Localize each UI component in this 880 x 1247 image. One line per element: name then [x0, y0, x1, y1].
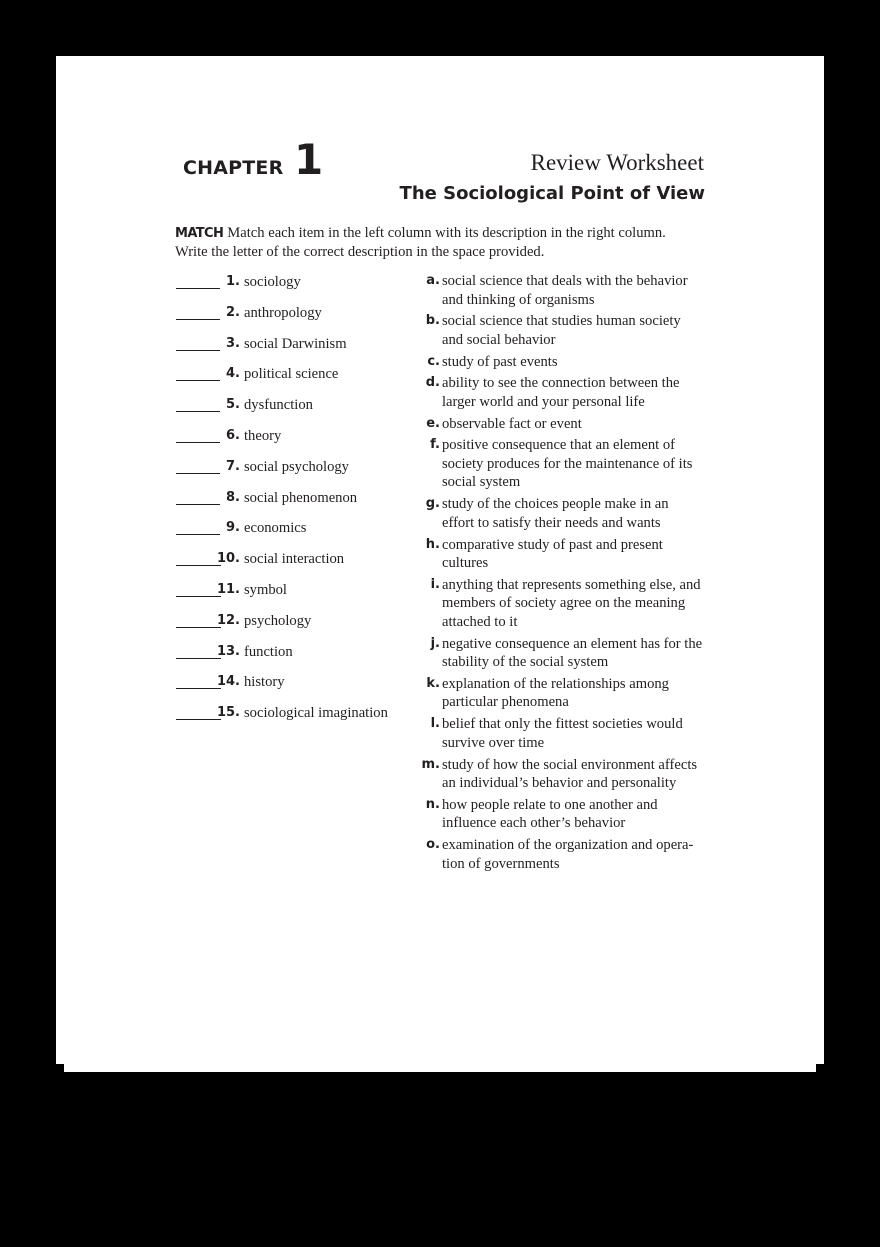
description-line: examination of the organization and opera- [442, 837, 694, 854]
description-item [418, 272, 718, 309]
answer-blank[interactable] [176, 473, 220, 474]
description-text [442, 272, 710, 309]
term-number: 13. [216, 643, 240, 659]
description-line: larger world and your personal life [442, 393, 645, 410]
description-item [418, 675, 718, 712]
description-line: society produces for the maintenance of its [442, 455, 693, 472]
page-bottom-edge [64, 1064, 816, 1072]
term-text: theory [244, 427, 282, 444]
description-text [442, 312, 710, 349]
term-text: sociological imagination [244, 705, 388, 722]
term-number: 3. [226, 335, 240, 351]
answer-blank[interactable] [176, 380, 220, 381]
description-line: attached to it [442, 613, 518, 630]
description-line: cultures [442, 555, 489, 572]
answer-blank[interactable] [176, 658, 221, 659]
description-letter: o. [426, 837, 440, 853]
description-item [418, 374, 718, 411]
description-line: and thinking of organisms [442, 291, 595, 308]
term-row [176, 426, 406, 457]
answer-blank[interactable] [176, 719, 221, 720]
answer-blank[interactable] [176, 350, 220, 351]
instructions-line-1: Match each item in the left column with its description in the right column. [227, 225, 666, 241]
term-text: anthropology [244, 304, 322, 321]
answer-blank[interactable] [176, 442, 220, 443]
description-line: study of the choices people make in an [442, 496, 669, 513]
term-row [176, 364, 406, 395]
description-letter: c. [427, 353, 440, 369]
description-letter: m. [421, 756, 440, 772]
description-line: influence each other’s behavior [442, 815, 626, 832]
description-text [442, 415, 710, 434]
description-text [442, 836, 710, 873]
description-line: observable fact or event [442, 415, 582, 432]
description-line: explanation of the relationships among [442, 675, 669, 692]
term-text: social psychology [244, 458, 349, 475]
term-text: symbol [244, 581, 287, 598]
description-item [418, 836, 718, 873]
term-number: 8. [226, 489, 240, 505]
term-text: social interaction [244, 551, 345, 568]
term-number: 2. [226, 304, 240, 320]
description-line: how people relate to one another and [442, 796, 658, 813]
term-text: sociology [244, 274, 301, 290]
term-text: dysfunction [244, 397, 313, 414]
term-row [176, 549, 406, 580]
term-row [176, 303, 406, 334]
term-text: function [244, 643, 293, 660]
term-row [176, 272, 406, 303]
answer-blank[interactable] [176, 504, 220, 505]
description-line: ability to see the connection between the [442, 375, 680, 392]
description-item [418, 635, 718, 672]
description-line: members of society agree on the meaning [442, 595, 686, 612]
description-letter: e. [426, 415, 440, 431]
term-row [176, 672, 406, 703]
term-number: 11. [216, 581, 240, 597]
description-item [418, 796, 718, 833]
description-line: an individual’s behavior and personality [442, 775, 677, 792]
term-number: 6. [226, 427, 240, 443]
description-line: positive consequence that an element of [442, 437, 676, 454]
answer-blank[interactable] [176, 319, 220, 320]
description-item [418, 576, 718, 632]
term-row [176, 611, 406, 642]
description-line: particular phenomena [442, 694, 569, 711]
description-line: survive over time [442, 734, 545, 751]
description-item [418, 715, 718, 752]
description-line: study of how the social environment affects [442, 756, 698, 773]
description-item [418, 536, 718, 573]
term-row [176, 703, 406, 734]
term-text: political science [244, 366, 339, 383]
description-letter: j. [430, 635, 440, 651]
description-text [442, 675, 710, 712]
description-item [418, 756, 718, 793]
description-letter: f. [430, 437, 440, 453]
term-number: 7. [226, 458, 240, 474]
term-text: economics [244, 520, 307, 537]
description-item [418, 415, 718, 434]
instructions-line-2: Write the letter of the correct description in the space provided. [175, 244, 545, 260]
worksheet-title: The Sociological Point of View [399, 183, 705, 204]
descriptions-column [418, 272, 718, 876]
description-line: social system [442, 474, 521, 491]
term-row [176, 334, 406, 365]
term-number: 4. [226, 366, 240, 382]
answer-blank[interactable] [176, 288, 220, 289]
description-line: and social behavior [442, 331, 556, 348]
description-line: stability of the social system [442, 654, 609, 671]
answer-blank[interactable] [176, 627, 221, 628]
description-line: effort to satisfy their needs and wants [442, 514, 661, 531]
description-letter: i. [430, 576, 440, 592]
term-number: 5. [226, 397, 240, 413]
term-text: history [244, 674, 285, 691]
term-text: social Darwinism [244, 335, 347, 352]
answer-blank[interactable] [176, 596, 221, 597]
description-item [418, 436, 718, 492]
term-number: 14. [216, 674, 240, 690]
term-number: 1. [226, 274, 240, 289]
description-text [442, 436, 710, 492]
description-text [442, 576, 710, 632]
description-text [442, 635, 710, 672]
worksheet-type: Review Worksheet [530, 150, 704, 175]
description-text [442, 756, 710, 793]
instructions [175, 224, 715, 261]
chapter-label: CHAPTER [183, 157, 284, 179]
term-number: 15. [216, 705, 240, 721]
term-row [176, 395, 406, 426]
description-line: social science that studies human society [442, 313, 681, 330]
description-item [418, 312, 718, 349]
description-text [442, 495, 710, 532]
answer-blank[interactable] [176, 411, 220, 412]
description-line: anything that represents something else, and [442, 576, 701, 593]
description-line: comparative study of past and present [442, 536, 663, 553]
term-text: social phenomenon [244, 489, 358, 506]
description-letter: n. [425, 796, 440, 812]
description-letter: b. [425, 313, 440, 329]
term-row [176, 580, 406, 611]
term-row [176, 642, 406, 673]
term-row [176, 488, 406, 519]
term-text: psychology [244, 612, 312, 629]
chapter-number: 1 [294, 135, 324, 184]
term-number: 12. [216, 612, 240, 628]
answer-blank[interactable] [176, 688, 221, 689]
description-item [418, 495, 718, 532]
term-row [176, 457, 406, 488]
terms-column [176, 272, 406, 734]
description-line: social science that deals with the behavior [442, 273, 688, 289]
description-text [442, 353, 710, 372]
description-text [442, 796, 710, 833]
description-line: belief that only the fittest societies would [442, 716, 683, 733]
instructions-keyword: MATCH [175, 226, 224, 241]
description-letter: d. [425, 375, 440, 391]
term-number: 9. [226, 520, 240, 536]
answer-blank[interactable] [176, 534, 220, 535]
description-letter: k. [426, 675, 440, 691]
term-number: 10. [216, 551, 240, 567]
description-item [418, 353, 718, 372]
description-text [442, 715, 710, 752]
description-letter: g. [425, 496, 440, 512]
description-letter: l. [430, 716, 440, 732]
answer-blank[interactable] [176, 565, 221, 566]
term-row [176, 518, 406, 549]
description-letter: h. [425, 536, 440, 552]
description-text [442, 536, 710, 573]
description-line: study of past events [442, 353, 558, 370]
description-line: tion of governments [442, 855, 560, 872]
description-line: negative consequence an element has for the [442, 635, 703, 652]
description-text [442, 374, 710, 411]
description-letter: a. [426, 273, 440, 288]
